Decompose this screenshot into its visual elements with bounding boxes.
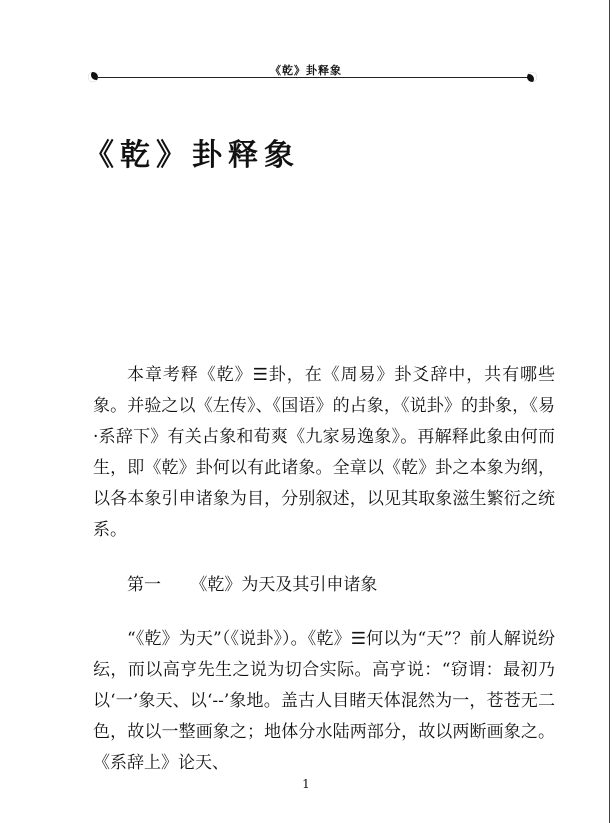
header-rule [96, 77, 528, 78]
intro-paragraph: 本章考释《乾》☰卦，在《周易》卦爻辞中，共有哪些象。并验之以《左传》、《国语》的占象，《说卦》的卦象，《易·系辞下》有关占象和荀爽《九家易逸象》。再解释此象由何而生，即《乾》卦何以有此诸象。全章以《乾》卦之本象为纲，以各本象引申诸象为目，分别叙述，以见其取象滋生繁衍之统系。 [93, 365, 555, 540]
page-number: 1 [302, 777, 310, 791]
body-paragraph: “《乾》为天”（《说卦》）。《乾》☰何以为“天”？前人解说纷纭，而以高亨先生之说为切合实际。高亨说：“窃谓：最初乃以‘一’象天、以‘--’象地。盖古人目睹天体混然为一，苍苍无二色，故以一整画象之；地体分水陆两部分，故以两断画象之。《系辞上》论天、 [93, 629, 555, 773]
section-heading [127, 570, 377, 595]
section-number: 第一 [127, 575, 161, 595]
chapter-title: 《乾》卦释象 [84, 138, 300, 173]
running-head: 《乾》卦释象 [270, 64, 342, 77]
header-ornament-right [527, 72, 537, 82]
section-title: 《乾》为天及其引申诸象 [190, 575, 378, 595]
